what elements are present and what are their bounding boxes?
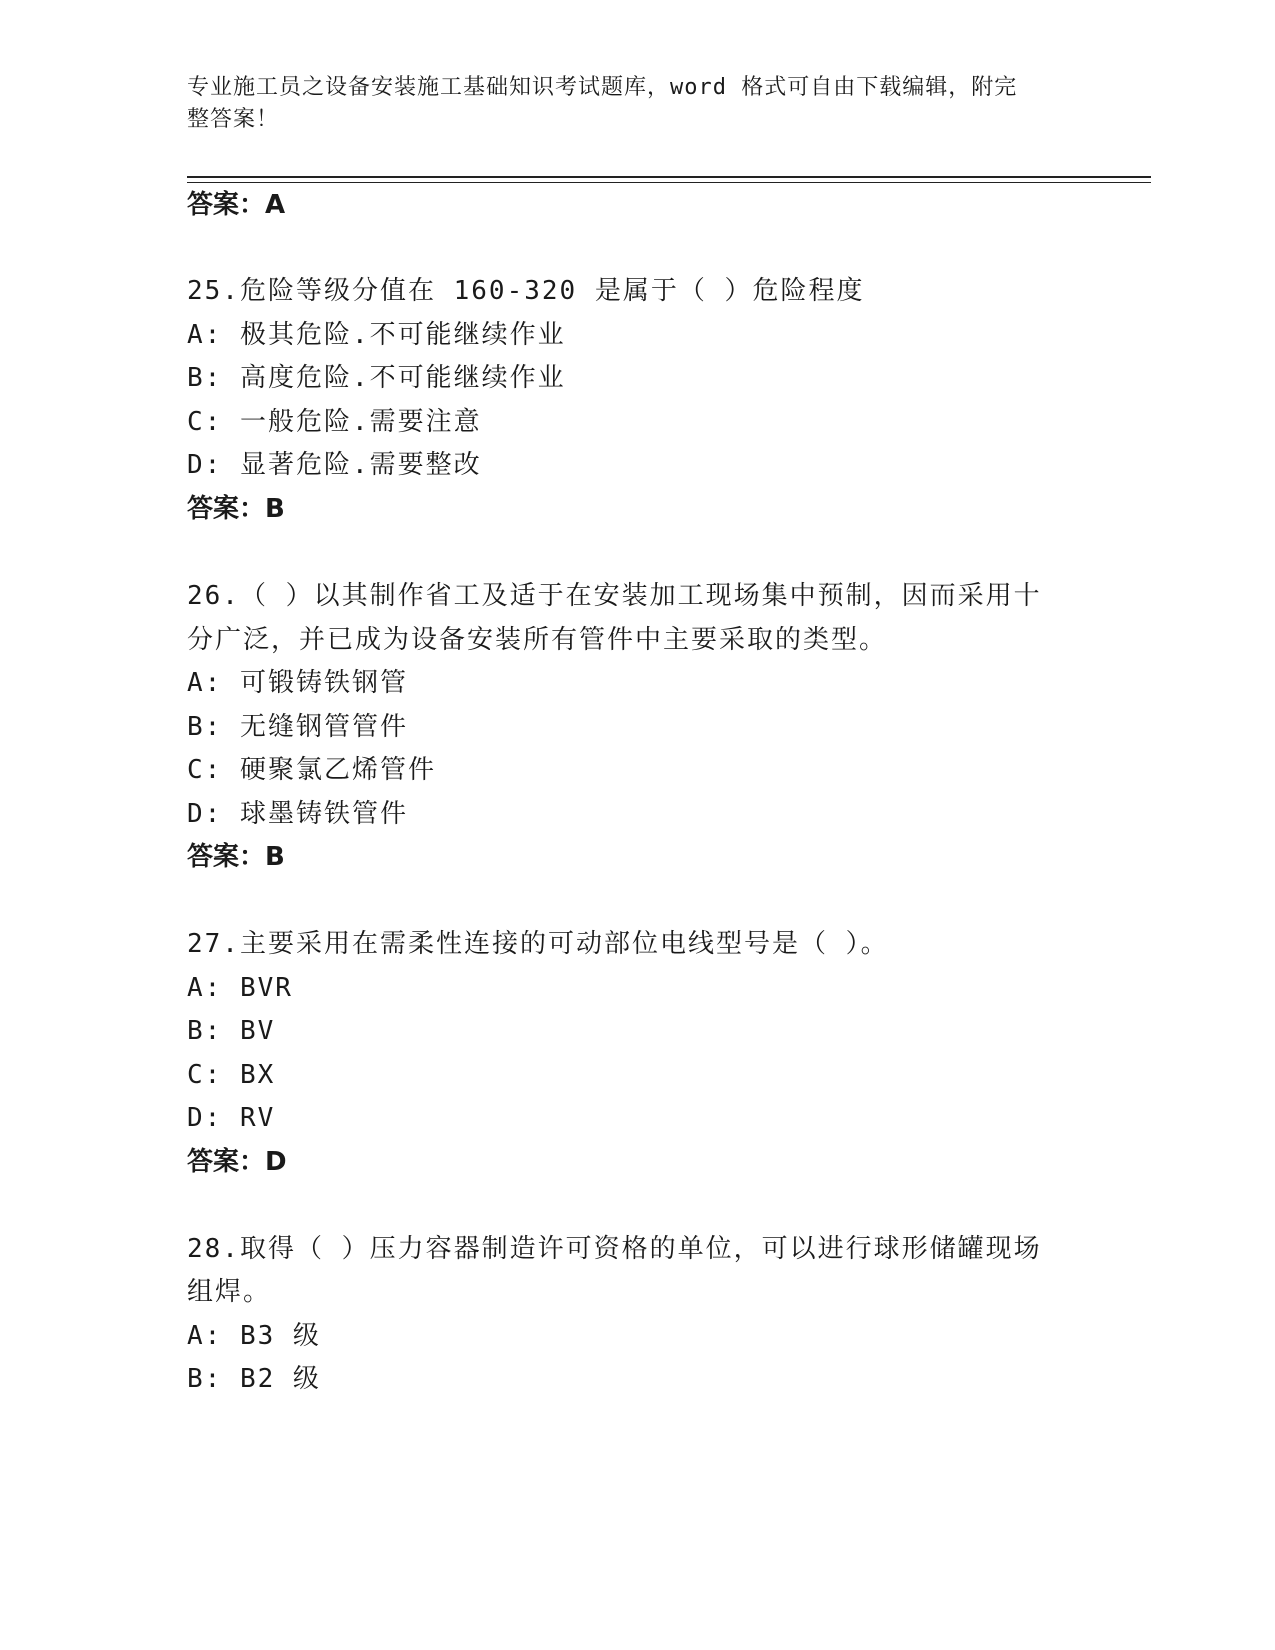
question-28-stem-line-1: 28.取得（ ）压力容器制造许可资格的单位，可以进行球形储罐现场 <box>187 1234 1042 1264</box>
header-divider-thick <box>187 176 1151 178</box>
header-line-2: 整答案！ <box>187 107 280 132</box>
question-28-option-b: B: B2 级 <box>187 1364 321 1394</box>
header-line-1: 专业施工员之设备安装施工基础知识考试题库，word 格式可自由下载编辑，附完 <box>187 75 1018 100</box>
question-27-option-c: C: BX <box>187 1060 276 1090</box>
question-26-stem-line-1: 26.（ ）以其制作省工及适于在安装加工现场集中预制，因而采用十 <box>187 581 1042 611</box>
document-header <box>187 72 1067 136</box>
answer-24: 答案：A <box>187 190 286 220</box>
question-25-option-b: B: 高度危险.不可能继续作业 <box>187 363 566 393</box>
answer-25: 答案：B <box>187 494 285 524</box>
question-25-option-c: C: 一般危险.需要注意 <box>187 407 482 437</box>
question-25-option-d: D: 显著危险.需要整改 <box>187 450 482 480</box>
answer-27: 答案：D <box>187 1147 287 1177</box>
question-26-option-b: B: 无缝钢管管件 <box>187 712 408 742</box>
question-26-stem-line-2: 分广泛，并已成为设备安装所有管件中主要采取的类型。 <box>187 625 888 655</box>
answer-26: 答案：B <box>187 842 285 872</box>
question-26-option-a: A: 可锻铸铁钢管 <box>187 668 408 698</box>
question-27-option-b: B: BV <box>187 1016 276 1046</box>
question-27-option-d: D: RV <box>187 1103 276 1133</box>
question-27-option-a: A: BVR <box>187 973 293 1003</box>
header-divider-thin <box>187 182 1151 183</box>
question-25-stem: 25.危险等级分值在 160-320 是属于（ ）危险程度 <box>187 276 865 306</box>
question-26-option-c: C: 硬聚氯乙烯管件 <box>187 755 436 785</box>
question-26-option-d: D: 球墨铸铁管件 <box>187 799 408 829</box>
question-28-option-a: A: B3 级 <box>187 1321 321 1351</box>
question-28-stem-line-2: 组焊。 <box>187 1277 272 1307</box>
question-25-option-a: A: 极其危险.不可能继续作业 <box>187 320 566 350</box>
question-27-stem: 27.主要采用在需柔性连接的可动部位电线型号是（ ）。 <box>187 929 889 959</box>
